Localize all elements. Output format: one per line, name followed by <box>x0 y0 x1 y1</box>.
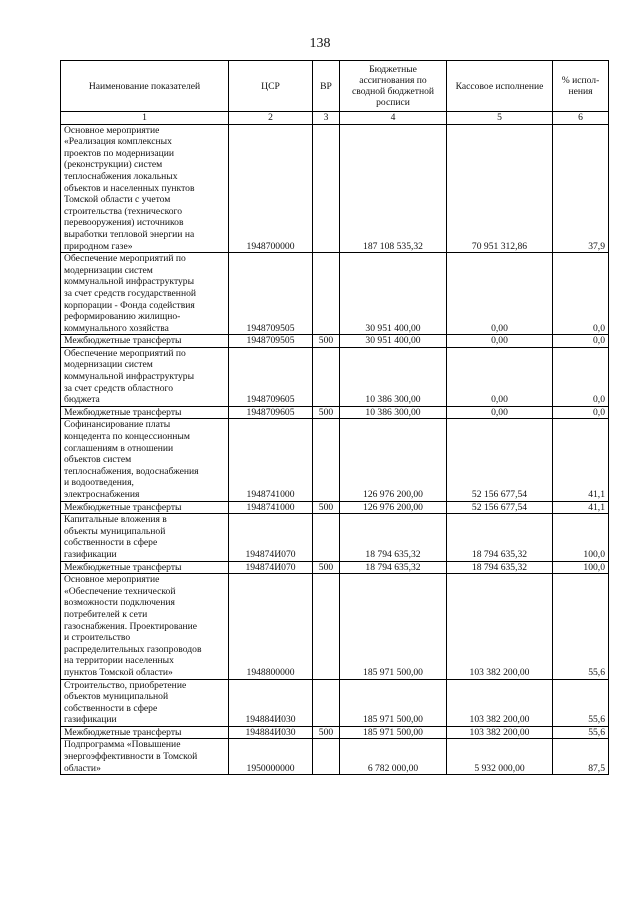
header-budget: Бюджетные ассигнования по сводной бюджетной росписи <box>340 61 447 112</box>
row-name-text: Межбюджетные трансферты <box>64 501 182 513</box>
row-pct-cell: 41,1 <box>553 419 609 501</box>
row-cash-cell: 103 382 200,00 <box>447 574 553 679</box>
row-pct-cell: 0,0 <box>553 406 609 419</box>
row-name-cell <box>61 739 229 775</box>
row-csr-cell: 1948800000 <box>229 574 313 679</box>
page-number: 138 <box>309 36 331 51</box>
table-row <box>61 347 609 406</box>
column-number: 1 <box>61 112 229 125</box>
table-row <box>61 561 609 574</box>
row-budget-cell: 30 951 400,00 <box>340 335 447 348</box>
table-row <box>61 406 609 419</box>
table-row <box>61 726 609 739</box>
row-name-cell <box>61 335 229 348</box>
row-cash-cell: 0,00 <box>447 347 553 406</box>
row-cash-cell: 0,00 <box>447 335 553 348</box>
row-name-cell <box>61 726 229 739</box>
row-name-text: Капитальные вложения в объекты муниципальной собственности в сфере газификации <box>64 514 167 560</box>
row-csr-cell: 194874И070 <box>229 514 313 561</box>
row-vr-cell <box>313 419 340 501</box>
row-name-text: Основное мероприятие «Обеспечение технической возможности подключения потребителей к сети газоснабжения. Проектирование и строительство распределительных газопроводов на территории населенных пунктов Томской области» <box>64 574 202 678</box>
row-csr-cell: 1948741000 <box>229 501 313 514</box>
row-cash-cell: 103 382 200,00 <box>447 726 553 739</box>
row-name-cell <box>61 347 229 406</box>
row-vr-cell <box>313 574 340 679</box>
row-csr-cell: 1948709505 <box>229 335 313 348</box>
table-row <box>61 679 609 726</box>
column-number: 3 <box>313 112 340 125</box>
row-name-text: Строительство, приобретение объектов муниципальной собственности в сфере газификации <box>64 679 187 726</box>
table-header-row <box>61 61 609 112</box>
row-name-text: Межбюджетные трансферты <box>64 406 182 418</box>
row-pct-cell: 100,0 <box>553 561 609 574</box>
row-name-cell <box>61 561 229 574</box>
row-pct-cell: 55,6 <box>553 574 609 679</box>
row-name-cell <box>61 419 229 501</box>
row-pct-cell: 55,6 <box>553 679 609 726</box>
table-row <box>61 574 609 679</box>
row-cash-cell: 70 951 312,86 <box>447 124 553 253</box>
row-pct-cell: 0,0 <box>553 347 609 406</box>
row-name-text: Межбюджетные трансферты <box>64 726 182 738</box>
row-budget-cell: 10 386 300,00 <box>340 347 447 406</box>
row-vr-cell <box>313 347 340 406</box>
row-csr-cell: 194884И030 <box>229 726 313 739</box>
row-budget-cell: 185 971 500,00 <box>340 679 447 726</box>
row-vr-cell: 500 <box>313 406 340 419</box>
table-row <box>61 335 609 348</box>
header-cash: Кассовое исполнение <box>447 61 553 112</box>
row-budget-cell: 187 108 535,32 <box>340 124 447 253</box>
header-vr: ВР <box>313 61 340 112</box>
row-budget-cell: 30 951 400,00 <box>340 253 447 335</box>
row-budget-cell: 126 976 200,00 <box>340 419 447 501</box>
row-pct-cell: 41,1 <box>553 501 609 514</box>
row-cash-cell: 52 156 677,54 <box>447 419 553 501</box>
row-name-cell <box>61 253 229 335</box>
row-name-text: Межбюджетные трансферты <box>64 335 182 347</box>
column-number-row <box>61 112 609 125</box>
row-pct-cell: 87,5 <box>553 739 609 775</box>
row-csr-cell: 194874И070 <box>229 561 313 574</box>
table-row <box>61 253 609 335</box>
row-name-cell <box>61 574 229 679</box>
row-cash-cell: 18 794 635,32 <box>447 514 553 561</box>
column-number: 6 <box>553 112 609 125</box>
row-pct-cell: 37,9 <box>553 124 609 253</box>
header-name: Наименование показателей <box>61 61 229 112</box>
row-name-cell <box>61 514 229 561</box>
row-name-text: Основное мероприятие «Реализация комплексных проектов по модернизации (реконструкции) систем теплоснабжения локальных объектов и населенных пунктов Томской области с учетом строительства (технического перевооружения) источников выработки тепловой энергии на природном газе» <box>64 124 195 252</box>
table-row <box>61 124 609 253</box>
row-csr-cell: 1948741000 <box>229 419 313 501</box>
row-vr-cell: 500 <box>313 335 340 348</box>
row-vr-cell <box>313 739 340 775</box>
row-pct-cell: 0,0 <box>553 335 609 348</box>
row-name-text: Подпрограмма «Повышение энергоэффективности в Томской области» <box>64 739 198 774</box>
header-csr: ЦСР <box>229 61 313 112</box>
row-vr-cell <box>313 124 340 253</box>
row-name-cell <box>61 501 229 514</box>
row-budget-cell: 18 794 635,32 <box>340 561 447 574</box>
table-row <box>61 739 609 775</box>
row-cash-cell: 0,00 <box>447 406 553 419</box>
row-pct-cell: 55,6 <box>553 726 609 739</box>
row-csr-cell: 194884И030 <box>229 679 313 726</box>
row-csr-cell: 1948709605 <box>229 406 313 419</box>
budget-execution-table <box>60 60 609 775</box>
column-number: 4 <box>340 112 447 125</box>
row-budget-cell: 185 971 500,00 <box>340 574 447 679</box>
row-csr-cell: 1950000000 <box>229 739 313 775</box>
row-budget-cell: 126 976 200,00 <box>340 501 447 514</box>
row-budget-cell: 10 386 300,00 <box>340 406 447 419</box>
row-csr-cell: 1948709505 <box>229 253 313 335</box>
column-number: 2 <box>229 112 313 125</box>
row-name-text: Обеспечение мероприятий по модернизации систем коммунальной инфраструктуры за счет средств областного бюджета <box>64 347 195 406</box>
row-vr-cell <box>313 679 340 726</box>
table-row <box>61 514 609 561</box>
row-pct-cell: 0,0 <box>553 253 609 335</box>
column-number: 5 <box>447 112 553 125</box>
row-budget-cell: 18 794 635,32 <box>340 514 447 561</box>
row-name-text: Софинансирование платы концедента по концессионным соглашениям в отношении объектов систем теплоснабжения, водоснабжения и водоотведения, электроснабжения <box>64 419 199 500</box>
row-budget-cell: 6 782 000,00 <box>340 739 447 775</box>
row-name-cell <box>61 124 229 253</box>
row-cash-cell: 18 794 635,32 <box>447 561 553 574</box>
row-name-cell <box>61 406 229 419</box>
row-vr-cell: 500 <box>313 726 340 739</box>
table-row <box>61 419 609 501</box>
row-budget-cell: 185 971 500,00 <box>340 726 447 739</box>
row-vr-cell <box>313 514 340 561</box>
row-name-text: Обеспечение мероприятий по модернизации систем коммунальной инфраструктуры за счет средств государственной корпорации - Фонда содействия реформированию жилищно- коммунального хозяйства <box>64 253 197 334</box>
row-vr-cell: 500 <box>313 501 340 514</box>
row-vr-cell <box>313 253 340 335</box>
row-cash-cell: 103 382 200,00 <box>447 679 553 726</box>
row-cash-cell: 5 932 000,00 <box>447 739 553 775</box>
row-cash-cell: 52 156 677,54 <box>447 501 553 514</box>
table-body <box>61 124 609 775</box>
row-name-text: Межбюджетные трансферты <box>64 561 182 573</box>
row-pct-cell: 100,0 <box>553 514 609 561</box>
row-name-cell <box>61 679 229 726</box>
row-cash-cell: 0,00 <box>447 253 553 335</box>
header-pct: % испол-нения <box>553 61 609 112</box>
row-vr-cell: 500 <box>313 561 340 574</box>
table-row <box>61 501 609 514</box>
row-csr-cell: 1948700000 <box>229 124 313 253</box>
row-csr-cell: 1948709605 <box>229 347 313 406</box>
